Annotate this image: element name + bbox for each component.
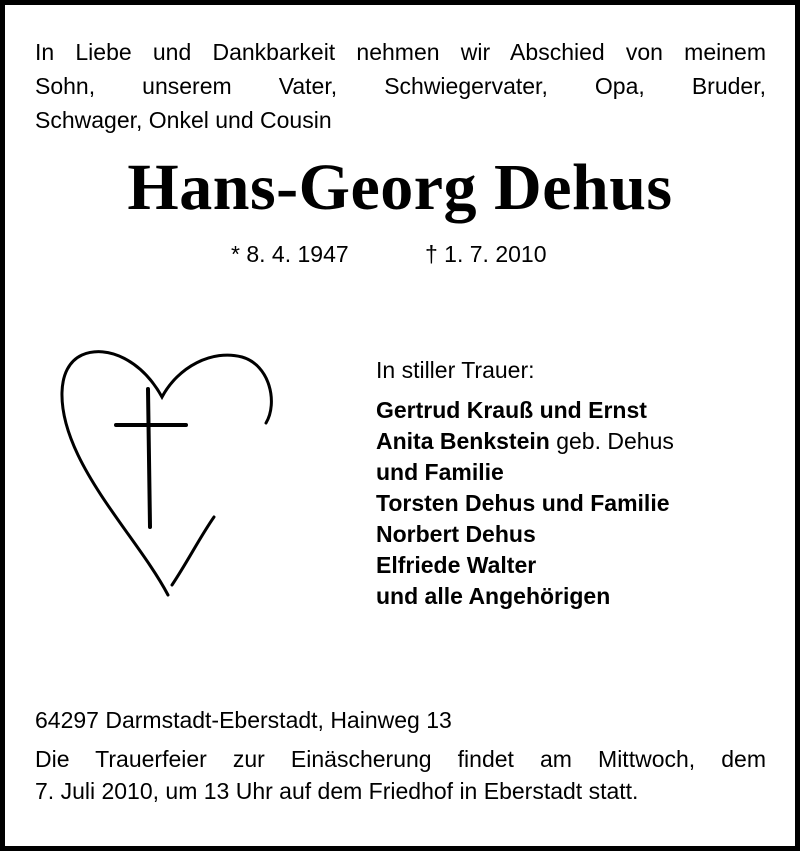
mourner-name: und Familie: [376, 459, 504, 485]
deceased-name: Hans-Georg Dehus: [127, 151, 673, 224]
address: 64297 Darmstadt-Eberstadt, Hainweg 13: [35, 707, 452, 733]
mourner-name: Norbert Dehus: [376, 521, 536, 547]
mourner-note: geb. Dehus: [549, 428, 674, 454]
mourner-line: [376, 550, 776, 581]
mourner-name: Anita Benkstein: [376, 428, 550, 454]
intro-line: In Liebe und Dankbarkeit nehmen wir Abschied von meinem: [35, 39, 766, 65]
mourner-name: Elfriede Walter: [376, 552, 537, 578]
death-date: † 1. 7. 2010: [425, 241, 547, 267]
mourner-line: [376, 488, 776, 519]
notice-line: Die Trauerfeier zur Einäscherung findet am Mittwoch, dem: [35, 746, 766, 772]
birth-date: * 8. 4. 1947: [231, 241, 349, 267]
mourners-heading: In stiller Trauer:: [376, 357, 535, 383]
intro-text: [35, 35, 766, 137]
mourner-line: [376, 519, 776, 550]
mourner-name: Gertrud Krauß und Ernst: [376, 397, 647, 423]
funeral-notice: [35, 743, 766, 807]
intro-line: Sohn, unserem Vater, Schwiegervater, Opa, Bruder,: [35, 73, 766, 99]
intro-line: Schwager, Onkel und Cousin: [35, 107, 332, 133]
mourners-list: [376, 355, 776, 612]
mourner-name: und alle Angehörigen: [376, 583, 611, 609]
mourner-line: [376, 426, 776, 457]
mourner-line: [376, 395, 776, 426]
mourner-name: Torsten Dehus und Familie: [376, 490, 670, 516]
mourner-line: [376, 457, 776, 488]
notice-line: 7. Juli 2010, um 13 Uhr auf dem Friedhof in Eberstadt statt.: [35, 778, 639, 804]
heart-with-cross-icon: [50, 345, 290, 600]
mourner-line: [376, 581, 776, 612]
